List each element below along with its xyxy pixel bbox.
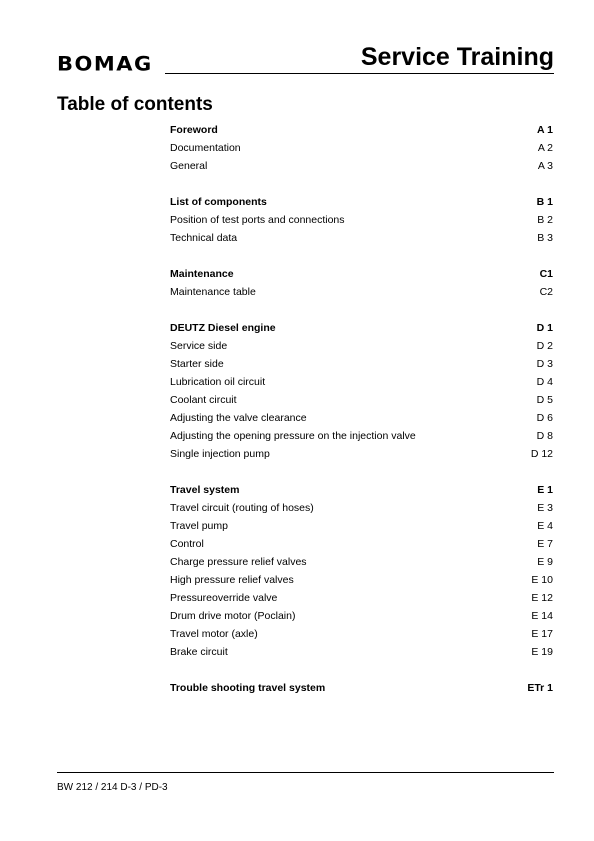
toc-page-number: E 9: [537, 556, 553, 568]
table-of-contents: [170, 121, 553, 697]
toc-entry: [170, 409, 553, 427]
toc-entry-label: Drum drive motor (Poclain): [170, 610, 296, 622]
toc-page-number: A 1: [537, 124, 553, 136]
page-title: Table of contents: [57, 94, 213, 115]
toc-entry: [170, 229, 553, 247]
toc-entry-label: Travel motor (axle): [170, 628, 258, 640]
toc-page-number: E 4: [537, 520, 553, 532]
toc-page-number: E 1: [537, 484, 553, 496]
toc-page-number: E 3: [537, 502, 553, 514]
toc-entry: [170, 157, 553, 175]
toc-entry: [170, 517, 553, 535]
toc-section-heading: [170, 265, 553, 283]
toc-entry: [170, 643, 553, 661]
toc-page-number: D 3: [536, 358, 553, 370]
toc-entry: [170, 607, 553, 625]
toc-entry: [170, 445, 553, 463]
toc-page-number: E 12: [531, 592, 553, 604]
section-spacer: [170, 175, 553, 193]
toc-page-number: D 8: [536, 430, 553, 442]
toc-entry: [170, 355, 553, 373]
toc-page-number: E 17: [531, 628, 553, 640]
toc-section-heading: [170, 679, 553, 697]
toc-page-number: D 5: [536, 394, 553, 406]
toc-page-number: C2: [539, 286, 553, 298]
toc-page-number: B 1: [536, 196, 553, 208]
toc-page-number: E 10: [531, 574, 553, 586]
toc-entry-label: Single injection pump: [170, 448, 270, 460]
toc-page-number: ETr 1: [527, 682, 553, 694]
toc-section-heading: [170, 481, 553, 499]
toc-entry-label: Position of test ports and connections: [170, 214, 345, 226]
toc-entry-label: Adjusting the opening pressure on the injection valve: [170, 430, 416, 442]
toc-entry-label: Technical data: [170, 232, 238, 244]
toc-page-number: D 2: [536, 340, 553, 352]
toc-entry-label: Control: [170, 538, 204, 550]
toc-page-number: C1: [539, 268, 553, 280]
toc-page-number: D 4: [536, 376, 553, 388]
toc-entry-label: Adjusting the valve clearance: [170, 412, 307, 424]
toc-entry-label: General: [170, 160, 208, 172]
toc-page-number: E 19: [531, 646, 553, 658]
section-spacer: [170, 301, 553, 319]
footer-rule: [57, 772, 554, 773]
toc-entry-label: Pressureoverride valve: [170, 592, 278, 604]
toc-entry: [170, 391, 553, 409]
bomag-logo: BOMAG: [57, 53, 153, 76]
section-spacer: [170, 661, 553, 679]
toc-entry-label: Documentation: [170, 142, 241, 154]
toc-page-number: A 3: [537, 160, 553, 172]
toc-page-number: A 2: [537, 142, 553, 154]
toc-entry: [170, 337, 553, 355]
toc-entry: [170, 499, 553, 517]
toc-entry-label: List of components: [170, 196, 267, 208]
toc-entry: [170, 535, 553, 553]
toc-entry-label: Foreword: [170, 124, 218, 136]
toc-page-number: B 3: [537, 232, 553, 244]
toc-section-heading: [170, 193, 553, 211]
toc-page-number: E 14: [531, 610, 553, 622]
toc-entry: [170, 139, 553, 157]
toc-page-number: D 6: [536, 412, 553, 424]
header-title: Service Training: [360, 43, 554, 71]
toc-entry-label: Travel circuit (routing of hoses): [170, 502, 314, 514]
header-rule: [165, 73, 554, 74]
section-spacer: [170, 463, 553, 481]
toc-entry-label: Service side: [170, 340, 228, 352]
toc-section-heading: [170, 121, 553, 139]
toc-entry-label: Maintenance table: [170, 286, 256, 298]
toc-entry: [170, 283, 553, 301]
toc-entry-label: Lubrication oil circuit: [170, 376, 266, 388]
toc-page-number: D 1: [536, 322, 553, 334]
toc-entry-label: Trouble shooting travel system: [170, 682, 326, 694]
footer-model-label: BW 212 / 214 D-3 / PD-3: [57, 782, 168, 793]
toc-page-number: E 7: [537, 538, 553, 550]
toc-entry-label: Coolant circuit: [170, 394, 237, 406]
toc-entry-label: Maintenance: [170, 268, 234, 280]
toc-entry: [170, 211, 553, 229]
toc-entry: [170, 571, 553, 589]
toc-page-number: B 2: [537, 214, 553, 226]
toc-entry-label: Travel system: [170, 484, 240, 496]
toc-entry: [170, 373, 553, 391]
toc-entry: [170, 625, 553, 643]
toc-entry-label: Travel pump: [170, 520, 228, 532]
toc-entry-label: Brake circuit: [170, 646, 228, 658]
toc-entry: [170, 553, 553, 571]
toc-entry: [170, 589, 553, 607]
toc-entry-label: Charge pressure relief valves: [170, 556, 307, 568]
toc-page-number: D 12: [530, 448, 553, 460]
toc-entry-label: High pressure relief valves: [170, 574, 294, 586]
toc-section-heading: [170, 319, 553, 337]
toc-entry-label: Starter side: [170, 358, 224, 370]
toc-entry: [170, 427, 553, 445]
toc-entry-label: DEUTZ Diesel engine: [170, 322, 276, 334]
section-spacer: [170, 247, 553, 265]
